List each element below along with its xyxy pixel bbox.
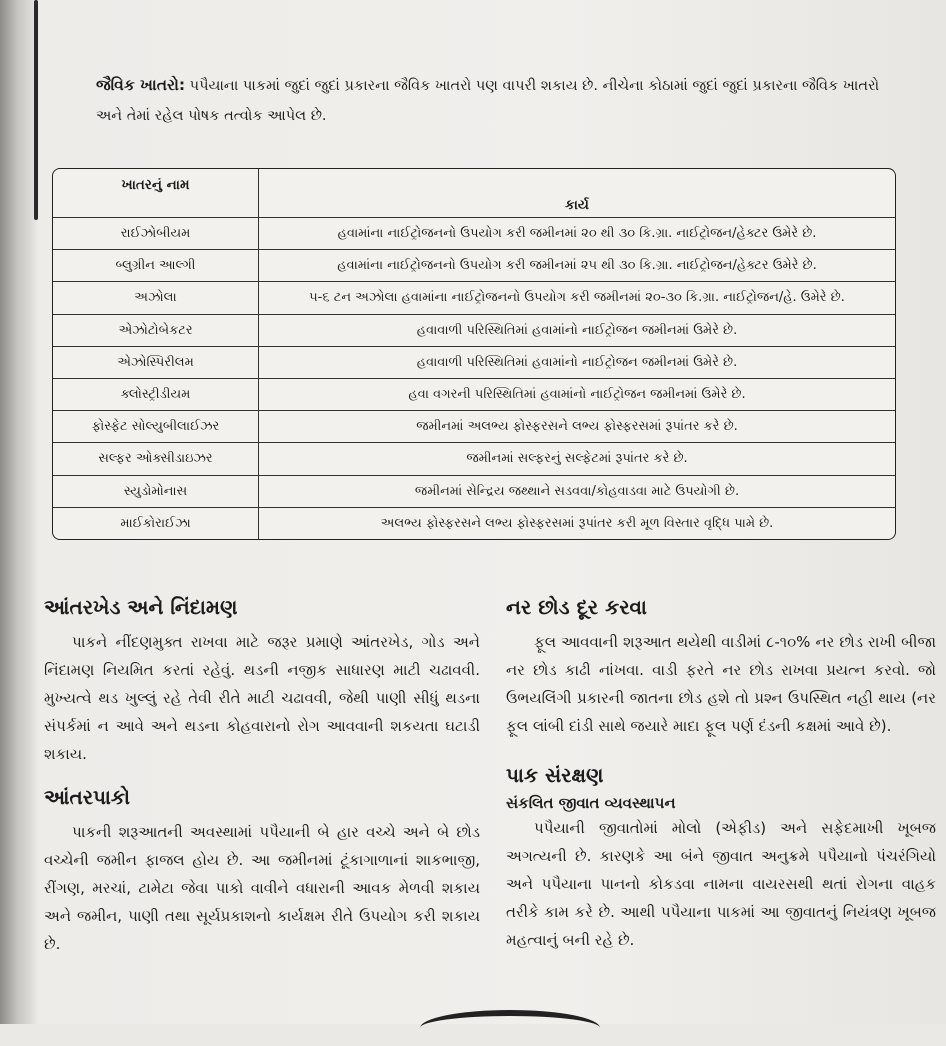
table-row xyxy=(53,475,895,507)
heading-crop-protection: પાક સંરક્ષણ xyxy=(506,763,604,787)
cell-name: સ્યુડોમોનાસ xyxy=(53,475,259,507)
cell-work: હવાવાળી પરિસ્થિતિમાં હવામાંનો નાઈટ્રોજન જમીનમાં ઉમેરે છે. xyxy=(259,346,896,378)
cell-work: અલભ્ય ફોસ્ફરસને લભ્ય ફોસ્ફરસમાં રૂપાંતર કરી મૂળ વિસ્તાર વૃદ્ધિ પામે છે. xyxy=(259,507,896,539)
table-row xyxy=(53,443,895,475)
cell-name: ફોસ્ફેટ સોલ્યુબીલાઈઝર xyxy=(53,411,259,443)
table-header-row xyxy=(53,169,895,218)
heading-male-plants: નર છોડ દૂર કરવા xyxy=(506,595,647,619)
cell-name: અઝોલા xyxy=(53,282,259,314)
cell-work: હવા વગરની પરિસ્થિતિમાં હવામાંનો નાઈટ્રોજન જમીનમાં ઉમેરે છે. xyxy=(259,378,896,410)
intro-text: પપૈયાના પાકમાં જુદાં જુદાં પ્રકારના જૈવિક ખાતરો પણ વાપરી શકાય છે. નીચેના કોઠામાં જુદાં જુદાં પ્રકારના જૈવિક ખાતરો અને તેમાં રહેલ પોષક તત્વોક આપેલ છે. xyxy=(96,78,880,124)
intro-lead: જૈવિક ખાતરો: xyxy=(96,76,186,94)
paragraph-ipm: પપૈયાની જીવાતોમાં મોલો (એફીડ) અને સફેદમાખી ખૂબજ અગત્યની છે. કારણકે આ બંને જીવાત અનુક્રમે પપૈયાનો પંચરંગિયો અને પપૈયાના પાનનો કોકડવા નામના વાયરસથી થતાં રોગના વાહક તરીકે કામ કરે છે. આથી પપૈયાના પાકમાં આ જીવાતનું નિયંત્રણ ખૂબજ મહત્વાનું બની રહે છે. xyxy=(506,819,936,949)
cell-work: ૫-૬ ટન અઝોલા હવામાંના નાઈટ્રોજનનો ઉપયોગ કરી જમીનમાં ૨૦-૩૦ કિ.ગ્રા. નાઈટ્રોજન/હે. ઉમેરે છે. xyxy=(259,282,896,314)
cell-work: હવામાંના નાઈટ્રોજનનો ઉપયોગ કરી જમીનમાં ૨૦ થી ૩૦ કિ.ગ્રા. નાઈટ્રોજન/હેક્ટર ઉમેરે છે. xyxy=(259,218,896,250)
cell-work: હવાવાળી પરિસ્થિતિમાં હવામાંનો નાઈટ્રોજન જમીનમાં ઉમેરે છે. xyxy=(259,314,896,346)
paragraph-intercrops: પાકની શરૂઆતની અવસ્થામાં પપૈયાની બે હાર વચ્ચે અને બે છોડ વચ્ચેની જમીન ફાજલ હોય છે. આ જમીનમાં ટૂંકાગાળાનાં શાકભાજી, રીંગણ, મરચાં, ટામેટા જેવા પાકો વાવીને વધારાની આવક મેળવી શકાય અને જમીન, પાણી તથા સૂર્યપ્રકાશનો કાર્યક્ષમ રીતે ઉપયોગ કરી શકાય છે. xyxy=(44,823,480,953)
paragraph-male-plants: ફૂલ આવવાની શરૂઆત થયેથી વાડીમાં ૮-૧૦% નર છોડ રાખી બીજા નર છોડ કાઢી નાંખવા. વાડી ફરતે નર છોડ રાખવા પ્રયત્ન કરવો. જો ઉભયલિંગી પ્રકારની જાતના છોડ હશે તો પ્રશ્ન ઉપસ્થિત નહી થાય (નર ફૂલ લાંબી દાંડી સાથે જયારે માદા ફૂલ પર્ણ દંડની કક્ષમાં આવે છે). xyxy=(506,633,936,735)
page-curl-shadow xyxy=(420,1010,600,1046)
cell-work: જમીનમાં અલભ્ય ફોસ્ફરસને લભ્ય ફોસ્ફરસમાં રૂપાંતર કરે છે. xyxy=(259,411,896,443)
page-spine-shadow xyxy=(0,0,38,1024)
cell-name: માઈકોરાઈઝા xyxy=(53,507,259,539)
table-row xyxy=(53,282,895,314)
cell-name: સલ્ફર ઓક્સીડાઇઝર xyxy=(53,443,259,475)
left-column xyxy=(44,590,480,958)
table-row xyxy=(53,378,895,410)
cell-work: જમીનમાં સલ્ફરનું સલ્ફેટમાં રૂપાંતર કરે છે. xyxy=(259,443,896,475)
cell-name: એઝોસ્પિરીલમ xyxy=(53,346,259,378)
cell-name: બ્લુગ્રીન આલ્ગી xyxy=(53,250,259,282)
cell-work: જમીનમાં સેન્દ્રિય જથ્થાને સડવવા/કોહવાડવા માટે ઉપયોગી છે. xyxy=(259,475,896,507)
right-column xyxy=(506,590,936,954)
cell-work: હવામાંના નાઈટ્રોજનનો ઉપયોગ કરી જમીનમાં ૨૫ થી ૩૦ કિ.ગ્રા. નાઈટ્રોજન/હેક્ટર ઉમેરે છે. xyxy=(259,250,896,282)
header-work: કાર્ય xyxy=(259,169,896,218)
table-row xyxy=(53,346,895,378)
paragraph-intercultivation: પાકને નીંદણમુક્ત રાખવા માટે જરૂર પ્રમાણે આંતરખેડ, ગોડ અને નિંદામણ નિયમિત કરતાં રહેવું. થડની નજીક સાધારણ માટી ચઢાવવી. મુખ્યત્વે થડ ખુલ્લું રહે તેવી રીતે માટી ચઢાવવી, જેથી પાણી સીધું થડના સંપર્કમાં ન આવે અને થડના કોહવારાનો રોગ આવવાની શકયતા ઘટાડી શકાય. xyxy=(44,633,480,763)
table-row xyxy=(53,507,895,539)
table-row xyxy=(53,314,895,346)
intro-paragraph xyxy=(96,70,896,131)
heading-intercrops: આંતરપાકો xyxy=(44,785,131,809)
table-row xyxy=(53,411,895,443)
subheading-ipm: સંકલિત જીવાત વ્યવસ્થાપન xyxy=(506,794,676,812)
binding-edge xyxy=(34,0,38,220)
cell-name: રાઈઝોબીયમ xyxy=(53,218,259,250)
biofertilizer-table xyxy=(52,168,896,540)
table-row xyxy=(53,218,895,250)
header-name: ખાતરનું નામ xyxy=(53,169,259,218)
cell-name: ક્લોસ્ટ્રીડીયમ xyxy=(53,378,259,410)
cell-name: એઝોટોબેકટર xyxy=(53,314,259,346)
table-row xyxy=(53,250,895,282)
heading-intercultivation: આંતરખેડ અને નિંદામણ xyxy=(44,595,238,619)
